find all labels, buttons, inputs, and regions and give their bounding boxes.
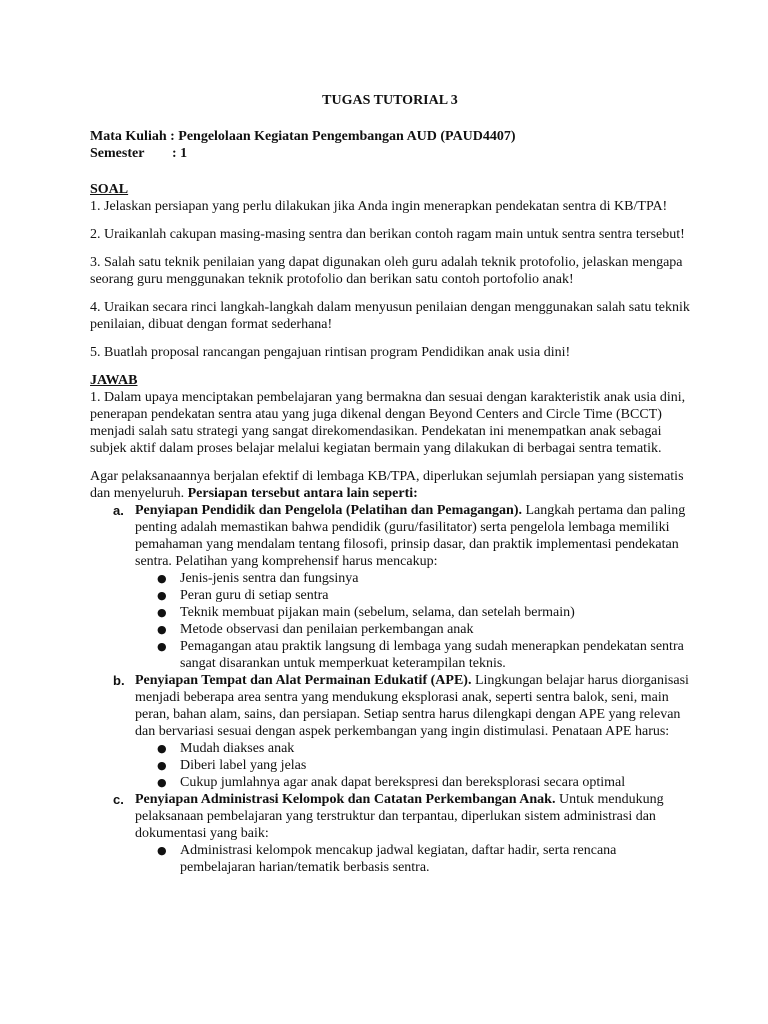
bullet-icon: ●	[157, 640, 167, 653]
question-5: 5. Buatlah proposal rancangan pengajuan rintisan program Pendidikan anak usia dini!	[90, 345, 571, 360]
item-heading: Penyiapan Pendidik dan Pengelola (Pelatihan dan Pemagangan).	[135, 503, 522, 518]
list-item	[135, 842, 690, 876]
jawab-heading: JAWAB	[90, 373, 138, 388]
list-item	[135, 774, 690, 791]
question-3: 3. Salah satu teknik penilaian yang dapat digunakan oleh guru adalah teknik protofolio, jelaskan mengapa seorang guru menggunakan teknik protofolio dan berikan satu contoh portofolio anak!	[90, 255, 683, 287]
preparation-item-b	[90, 672, 690, 791]
item-marker: c.	[113, 792, 124, 807]
bullet-icon: ●	[157, 623, 167, 636]
bullet-text: Teknik membuat pijakan main (sebelum, selama, dan setelah bermain)	[180, 605, 575, 620]
bullet-text: Metode observasi dan penilaian perkembangan anak	[180, 622, 474, 637]
list-item	[135, 740, 690, 757]
list-item	[135, 638, 690, 672]
bullet-list	[135, 740, 690, 791]
item-marker: b.	[113, 673, 125, 688]
item-text: Untuk mendukung pelaksanaan pembelajaran yang terstruktur dan terpantau, diperlukan sistem administrasi dan dokumentasi yang baik:	[135, 792, 664, 841]
bullet-text: Mudah diakses anak	[180, 741, 295, 756]
document-title: TUGAS TUTORIAL 3	[322, 93, 458, 108]
preparation-item-c	[90, 791, 690, 876]
item-heading: Penyiapan Tempat dan Alat Permainan Edukatif (APE).	[135, 673, 472, 688]
answer-paragraph-1: 1. Dalam upaya menciptakan pembelajaran yang bermakna dan sesuai dengan karakteristik anak usia dini, penerapan pendekatan sentra atau yang juga dikenal dengan Beyond Centers and Circle Time (BCCT) menjadi salah satu strategi yang sangat direkomendasikan. Pendekatan ini menempatkan anak sebagai subjek aktif dalam proses belajar melalui kegiatan bermain yang dilakukan di berbagai sentra tematik.	[90, 390, 686, 456]
bullet-text: Cukup jumlahnya agar anak dapat berekspresi dan bereksplorasi secara optimal	[180, 775, 626, 790]
bullet-text: Jenis-jenis sentra dan fungsinya	[180, 571, 359, 586]
bullet-list	[135, 570, 690, 672]
bullet-icon: ●	[157, 844, 167, 857]
item-heading: Penyiapan Administrasi Kelompok dan Catatan Perkembangan Anak.	[135, 792, 556, 807]
question-4: 4. Uraikan secara rinci langkah-langkah dalam menyusun penilaian dengan menggunakan salah satu teknik penilaian, dibuat dengan format sederhana!	[90, 300, 690, 332]
bullet-list	[135, 842, 690, 876]
bullet-text: Peran guru di setiap sentra	[180, 588, 329, 603]
answer-paragraph-2-bold: Persiapan tersebut antara lain seperti:	[187, 486, 418, 501]
bullet-icon: ●	[157, 572, 167, 585]
bullet-icon: ●	[157, 759, 167, 772]
preparation-list	[90, 502, 690, 876]
list-item	[135, 587, 690, 604]
item-text: Langkah pertama dan paling penting adalah memastikan bahwa pendidik (guru/fasilitator) serta pengelola lembaga memiliki pemahaman yang mendalam tentang filosofi, prinsip dasar, dan praktik implementasi pendekatan sentra. Pelatihan yang komprehensif harus mencakup:	[135, 503, 686, 569]
course-meta	[90, 128, 690, 162]
semester-line	[90, 145, 690, 162]
item-marker: a.	[113, 503, 124, 518]
bullet-text: Diberi label yang jelas	[180, 758, 307, 773]
bullet-icon: ●	[157, 776, 167, 789]
answer-paragraph-2	[90, 468, 690, 502]
soal-heading: SOAL	[90, 182, 129, 197]
semester-value: : 1	[172, 146, 188, 161]
list-item	[135, 570, 690, 587]
item-text: Lingkungan belajar harus diorganisasi menjadi beberapa area sentra yang mendukung eksplorasi anak, seperti sentra balok, seni, main peran, bahan alam, sains, dan persiapan. Setiap sentra harus dilengkapi dengan APE yang relevan dan bervariasi sesuai dengan aspek perkembangan yang ingin distimulasi. Penataan APE harus:	[135, 673, 689, 739]
bullet-icon: ●	[157, 589, 167, 602]
question-2: 2. Uraikanlah cakupan masing-masing sentra dan berikan contoh ragam main untuk sentra sentra tersebut!	[90, 227, 685, 242]
preparation-item-a	[90, 502, 690, 672]
bullet-icon: ●	[157, 606, 167, 619]
bullet-text: Administrasi kelompok mencakup jadwal kegiatan, daftar hadir, serta rencana pembelajaran harian/tematik berbasis sentra.	[180, 843, 617, 875]
list-item	[135, 757, 690, 774]
answer-paragraph-2-text: Agar pelaksanaannya berjalan efektif di lembaga KB/TPA, diperlukan sejumlah persiapan yang sistematis dan menyeluruh.	[90, 469, 684, 501]
bullet-text: Pemagangan atau praktik langsung di lembaga yang sudah menerapkan pendekatan sentra sangat disarankan untuk memperkuat keterampilan teknis.	[180, 639, 684, 671]
list-item	[135, 604, 690, 621]
question-1: 1. Jelaskan persiapan yang perlu dilakukan jika Anda ingin menerapkan pendekatan sentra di KB/TPA!	[90, 199, 668, 214]
list-item	[135, 621, 690, 638]
bullet-icon: ●	[157, 742, 167, 755]
semester-label: Semester	[90, 146, 145, 161]
document-page	[90, 92, 690, 876]
course-line: Mata Kuliah : Pengelolaan Kegiatan Pengembangan AUD (PAUD4407)	[90, 129, 516, 144]
